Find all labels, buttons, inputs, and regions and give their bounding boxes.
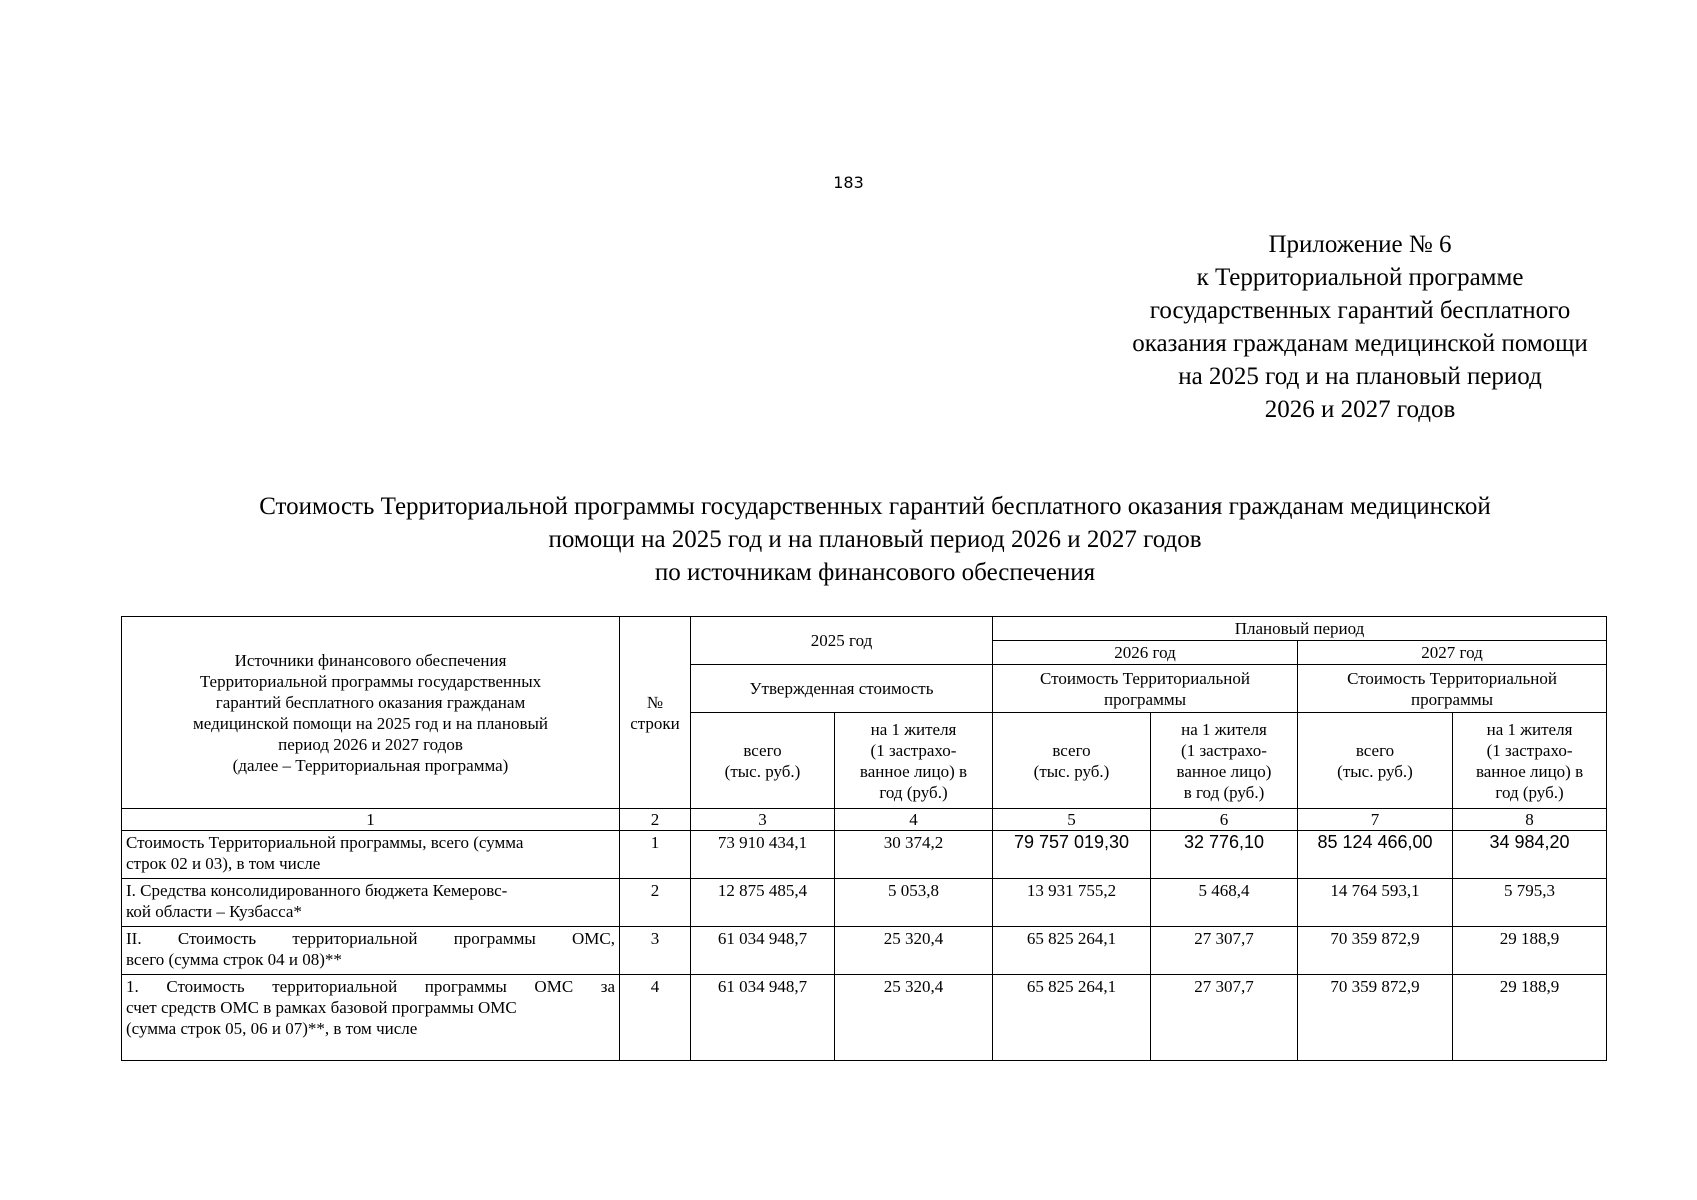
row-label-line: Стоимость Территориальной программы, всего (сумма	[126, 833, 524, 852]
header-per-person-line: на 1 жителя	[1181, 719, 1267, 739]
total-2025: 12 875 485,4	[691, 879, 835, 927]
row-label	[122, 975, 620, 1061]
header-row-number-line: №	[646, 692, 664, 712]
appendix-line: оказания гражданам медицинской помощи	[1132, 330, 1588, 357]
header-per-person-line: ванное лицо)	[1176, 761, 1272, 781]
header-per-person-line: (1 застрахо-	[1181, 740, 1267, 760]
column-number: 7	[1298, 809, 1453, 831]
column-number: 6	[1151, 809, 1298, 831]
header-total-2025	[691, 713, 835, 809]
total-2025: 73 910 434,1	[691, 831, 835, 879]
table-row	[122, 831, 1607, 879]
per-person-2025: 5 053,8	[835, 879, 993, 927]
total-2026: 79 757 019,30	[993, 831, 1151, 879]
header-per-person-2025	[835, 713, 993, 809]
column-number: 1	[122, 809, 620, 831]
row-number: 4	[620, 975, 691, 1061]
column-number-row	[122, 809, 1607, 831]
header-total-line: (тыс. руб.)	[1033, 761, 1110, 781]
per-person-2026: 5 468,4	[1151, 879, 1298, 927]
header-per-person-line: (1 застрахо-	[1486, 740, 1573, 760]
header-row	[122, 617, 1607, 641]
header-source-line: (далее – Территориальная программа)	[232, 755, 509, 775]
per-person-2026: 32 776,10	[1151, 831, 1298, 879]
column-number: 3	[691, 809, 835, 831]
header-total-2027	[1298, 713, 1453, 809]
per-person-2027: 29 188,9	[1453, 975, 1607, 1061]
header-per-person-2026	[1151, 713, 1298, 809]
header-program-cost-line: программы	[1103, 689, 1187, 709]
header-program-cost-2027	[1298, 665, 1607, 713]
per-person-2026: 27 307,7	[1151, 927, 1298, 975]
total-2026: 65 825 264,1	[993, 975, 1151, 1061]
total-2027: 70 359 872,9	[1298, 927, 1453, 975]
header-per-person-line: год (руб.)	[879, 782, 948, 802]
header-per-person-line: ванное лицо) в	[859, 761, 968, 781]
row-label-line: счет средств ОМС в рамках базовой программы ОМС	[126, 998, 517, 1017]
row-number: 1	[620, 831, 691, 879]
header-source-line: Территориальной программы государственных	[199, 671, 542, 691]
header-source	[122, 617, 620, 809]
table-row	[122, 879, 1607, 927]
appendix-line: на 2025 год и на плановый период	[1178, 363, 1542, 390]
appendix-line: Приложение № 6	[1268, 231, 1452, 258]
appendix-heading	[1080, 228, 1640, 426]
per-person-2025: 25 320,4	[835, 975, 993, 1061]
header-per-person-2027	[1453, 713, 1607, 809]
header-row-number	[620, 617, 691, 809]
per-person-2027: 34 984,20	[1453, 831, 1607, 879]
appendix-line: 2026 и 2027 годов	[1264, 396, 1456, 423]
table-row	[122, 927, 1607, 975]
row-number: 2	[620, 879, 691, 927]
column-number: 2	[620, 809, 691, 831]
header-program-cost-line: Стоимость Территориальной	[1347, 668, 1557, 688]
per-person-2025: 30 374,2	[835, 831, 993, 879]
header-total-line: всего	[743, 740, 782, 760]
total-2026: 13 931 755,2	[993, 879, 1151, 927]
total-2025: 61 034 948,7	[691, 927, 835, 975]
row-number: 3	[620, 927, 691, 975]
header-source-line: Источники финансового обеспечения	[234, 650, 507, 670]
per-person-2026: 27 307,7	[1151, 975, 1298, 1061]
row-label	[122, 927, 620, 975]
header-total-2026	[993, 713, 1151, 809]
header-source-line: медицинской помощи на 2025 год и на плановый	[193, 713, 548, 733]
total-2027: 85 124 466,00	[1298, 831, 1453, 879]
header-per-person-line: год (руб.)	[1495, 782, 1564, 802]
title-line: по источникам финансового обеспечения	[654, 559, 1096, 586]
title-line: помощи на 2025 год и на плановый период 2026 и 2027 годов	[548, 526, 1202, 553]
header-year-2026: 2026 год	[993, 641, 1298, 665]
column-number: 4	[835, 809, 993, 831]
header-row-number-line: строки	[630, 713, 680, 733]
per-person-2027: 5 795,3	[1453, 879, 1607, 927]
total-2027: 70 359 872,9	[1298, 975, 1453, 1061]
header-approved-cost: Утвержденная стоимость	[691, 665, 993, 713]
header-total-line: всего	[1052, 740, 1091, 760]
row-label	[122, 879, 620, 927]
appendix-line: к Территориальной программе	[1196, 264, 1524, 291]
header-per-person-line: на 1 жителя	[1486, 719, 1573, 739]
page-number: 183	[833, 173, 864, 192]
header-source-line: период 2026 и 2027 годов	[278, 734, 463, 754]
header-program-cost-line: программы	[1410, 689, 1494, 709]
title-line: Стоимость Территориальной программы государственных гарантий бесплатного оказания гражданам медицинской	[259, 493, 1491, 520]
header-per-person-line: на 1 жителя	[870, 719, 957, 739]
header-total-line: всего	[1355, 740, 1395, 760]
header-total-line: (тыс. руб.)	[1337, 761, 1413, 781]
header-total-line: (тыс. руб.)	[724, 761, 801, 781]
row-label-line: строк 02 и 03), в том числе	[126, 854, 321, 873]
row-label-line: (сумма строк 05, 06 и 07)**, в том числе	[126, 1019, 418, 1038]
column-number: 5	[993, 809, 1151, 831]
per-person-2027: 29 188,9	[1453, 927, 1607, 975]
row-label-line: всего (сумма строк 04 и 08)**	[126, 950, 342, 969]
row-label-line: кой области – Кузбасса*	[126, 902, 302, 921]
header-year-2025: 2025 год	[691, 617, 993, 665]
total-2025: 61 034 948,7	[691, 975, 835, 1061]
per-person-2025: 25 320,4	[835, 927, 993, 975]
row-label-line: I. Средства консолидированного бюджета Кемеровс-	[126, 881, 508, 900]
header-year-2027: 2027 год	[1298, 641, 1607, 665]
header-per-person-line: в год (руб.)	[1183, 782, 1265, 802]
row-label-line: II. Стоимость территориальной программы ОМС,	[126, 929, 615, 948]
total-2026: 65 825 264,1	[993, 927, 1151, 975]
table-row	[122, 975, 1607, 1061]
header-program-cost-2026	[993, 665, 1298, 713]
header-planned-period: Плановый период	[993, 617, 1607, 641]
appendix-line: государственных гарантий бесплатного	[1149, 297, 1571, 324]
header-per-person-line: ванное лицо) в	[1475, 761, 1584, 781]
cost-table	[121, 616, 1607, 1061]
header-program-cost-line: Стоимость Территориальной	[1040, 668, 1250, 688]
header-source-line: гарантий бесплатного оказания гражданам	[215, 692, 526, 712]
row-label-line: 1. Стоимость территориальной программы ОМС за	[126, 977, 615, 996]
row-label	[122, 831, 620, 879]
column-number: 8	[1453, 809, 1607, 831]
total-2027: 14 764 593,1	[1298, 879, 1453, 927]
document-title	[150, 490, 1600, 589]
header-per-person-line: (1 застрахо-	[870, 740, 957, 760]
